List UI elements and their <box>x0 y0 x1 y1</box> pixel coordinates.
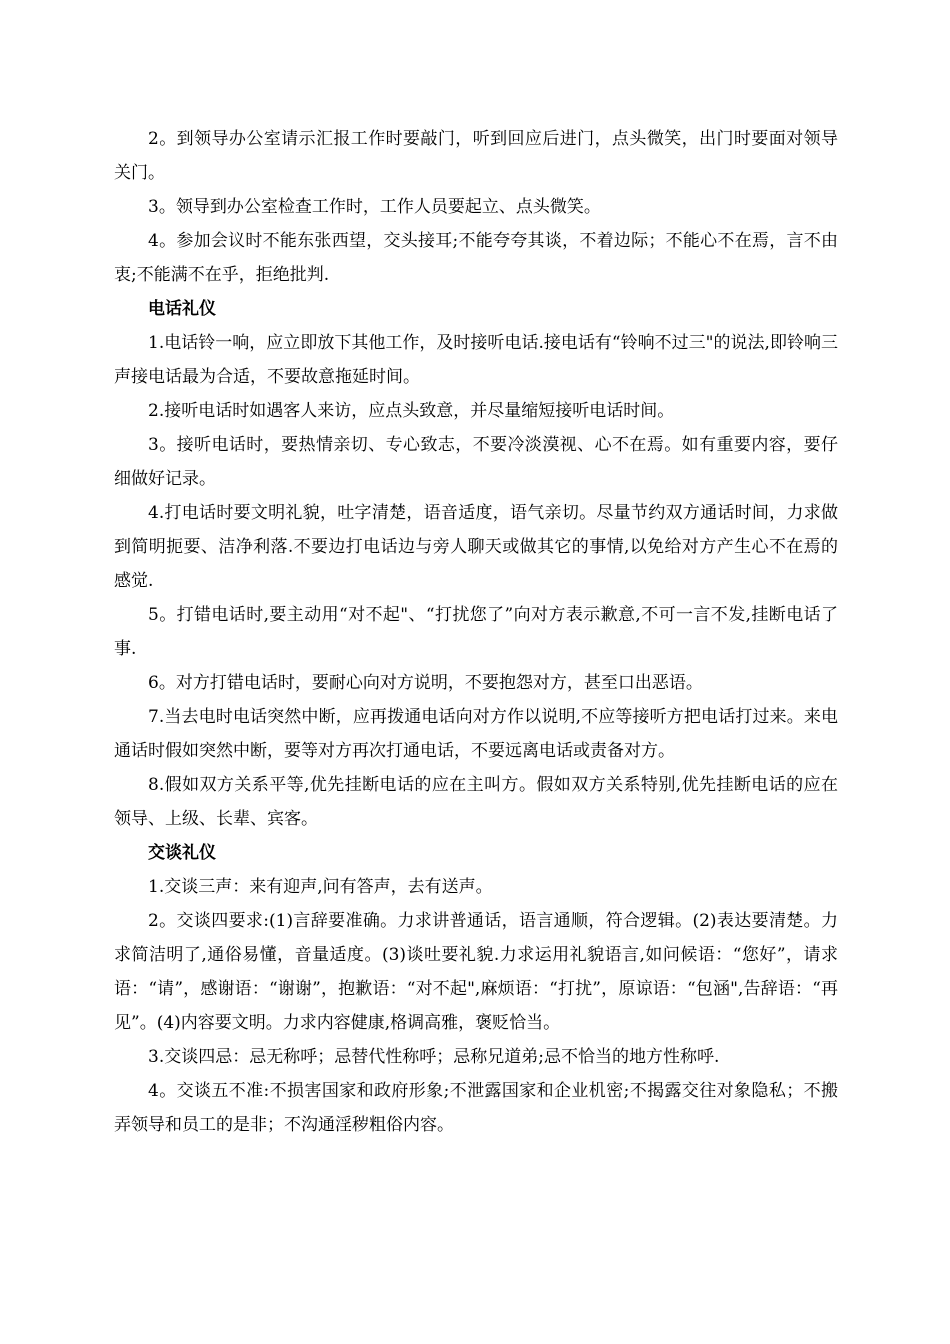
paragraph: 1.交谈三声：来有迎声,问有答声，去有送声。 <box>148 877 493 897</box>
paragraph: 4。交谈五不准:不损害国家和政府形象;不泄露国家和企业机密;不揭露交往对象隐私；不搬弄领导和员工的是非；不沟通淫秽粗俗内容。 <box>114 1081 838 1135</box>
document-page <box>114 122 838 1142</box>
paragraph: 3。接听电话时，要热情亲切、专心致志，不要冷淡漠视、心不在焉。如有重要内容，要仔细做好记录。 <box>114 435 838 489</box>
paragraph: 7.当去电时电话突然中断，应再拨通电话向对方作以说明,不应等接听方把电话打过来。来电通话时假如突然中断，要等对方再次打通电话，不要远离电话或责备对方。 <box>114 707 838 761</box>
paragraph: 8.假如双方关系平等,优先挂断电话的应在主叫方。假如双方关系特别,优先挂断电话的应在领导、上级、长辈、宾客。 <box>114 775 838 829</box>
paragraph: 2.接听电话时如遇客人来访，应点头致意，并尽量缩短接听电话时间。 <box>148 401 675 421</box>
paragraph: 4。参加会议时不能东张西望，交头接耳;不能夸夸其谈，不着边际；不能心不在焉，言不由衷;不能满不在乎，拒绝批判. <box>114 231 838 285</box>
paragraph: 4.打电话时要文明礼貌，吐字清楚，语音适度，语气亲切。尽量节约双方通话时间，力求做到简明扼要、洁净利落.不要边打电话边与旁人聊天或做其它的事情,以免给对方产生心不在焉的感觉. <box>114 503 838 591</box>
section-heading: 电话礼仪 <box>148 299 216 319</box>
paragraph: 5。打错电话时,要主动用“对不起"、“打扰您了”向对方表示歉意,不可一言不发,挂断电话了事. <box>114 605 838 659</box>
paragraph: 2。交谈四要求:(1)言辞要准确。力求讲普通话，语言通顺，符合逻辑。(2)表达要清楚。力求简洁明了,通俗易懂，音量适度。(3)谈吐要礼貌.力求运用礼貌语言,如问候语：“您好”，请求语：“请”，感谢语：“谢谢”，抱歉语：“对不起",麻烦语：“打扰”，原谅语：“包涵",告辞语：“再见”。(4)内容要文明。力求内容健康,格调高雅，褒贬恰当。 <box>114 911 838 1033</box>
paragraph: 6。对方打错电话时，要耐心向对方说明，不要抱怨对方，甚至口出恶语。 <box>148 673 703 693</box>
section-heading: 交谈礼仪 <box>148 843 216 863</box>
paragraph: 3。领导到办公室检查工作时，工作人员要起立、点头微笑。 <box>148 197 601 217</box>
paragraph: 2。到领导办公室请示汇报工作时要敲门，听到回应后进门，点头微笑，出门时要面对领导关门。 <box>114 129 838 183</box>
paragraph: 1.电话铃一响，应立即放下其他工作，及时接听电话.接电话有“铃响不过三"的说法,即铃响三声接电话最为合适，不要故意拖延时间。 <box>114 333 838 387</box>
paragraph: 3.交谈四忌：忌无称呼；忌替代性称呼；忌称兄道弟;忌不恰当的地方性称呼. <box>148 1047 720 1067</box>
